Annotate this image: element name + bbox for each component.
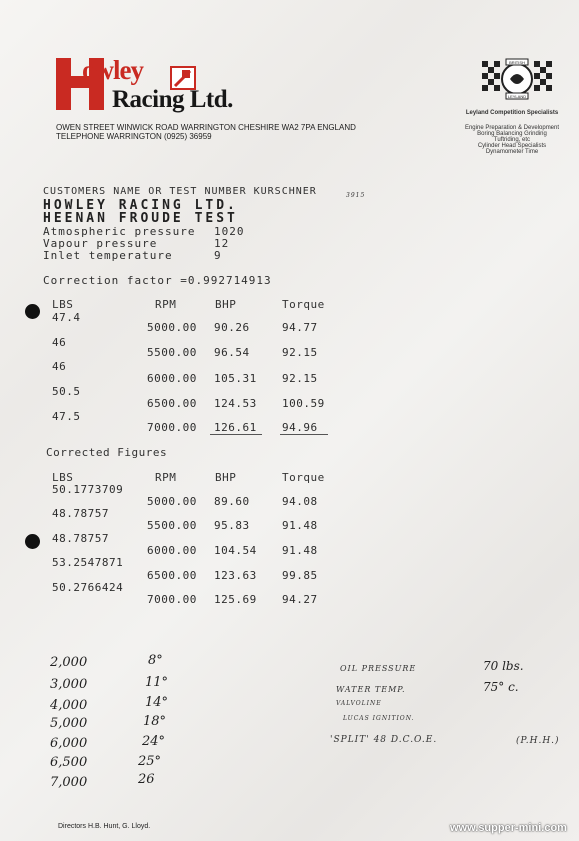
rpm-value: 5000.00 — [147, 321, 197, 334]
rpm-value: 7000.00 — [147, 593, 197, 606]
condition-label: Vapour pressure — [43, 237, 158, 250]
company-address: OWEN STREET WINWICK ROAD WARRINGTON CHESHIRE WA2 7PA ENGLAND — [56, 123, 356, 132]
torque-value: 91.48 — [282, 519, 318, 532]
water-temp-value: 75° c. — [483, 680, 519, 694]
torque-value: 92.15 — [282, 372, 318, 385]
lbs-value: 50.5 — [52, 385, 81, 398]
torque-value: 94.77 — [282, 321, 318, 334]
timing-degrees: 26 — [138, 772, 155, 787]
underline-rule — [210, 434, 262, 435]
col-header-rpm: RPM — [155, 471, 177, 484]
torque-value: 100.59 — [282, 397, 325, 410]
phh-note: (P.H.H.) — [516, 736, 560, 746]
timing-degrees: 11° — [145, 675, 169, 690]
valvoline-note: VALVOLINE — [336, 700, 382, 707]
water-temp-label: WATER TEMP. — [336, 685, 406, 694]
lbs-value: 46 — [52, 336, 67, 349]
rpm-value: 5500.00 — [147, 519, 197, 532]
bhp-value: 124.53 — [214, 397, 257, 410]
carburettor-note: 'SPLIT' 48 D.C.O.E. — [330, 735, 438, 745]
underline-rule — [280, 434, 328, 435]
lucas-ignition-note: LUCAS IGNITION. — [343, 715, 415, 722]
timing-rpm: 3,000 — [50, 677, 88, 692]
bhp-value: 104.54 — [214, 544, 257, 557]
col-header-rpm: RPM — [155, 298, 177, 311]
badge-top-text: BRITISH — [509, 60, 525, 65]
col-header-torque: Torque — [282, 471, 325, 484]
timing-degrees: 18° — [143, 714, 167, 729]
directors-line: Directors H.B. Hunt, G. Lloyd. — [58, 823, 151, 830]
torque-value: 92.15 — [282, 346, 318, 359]
punch-hole — [25, 304, 40, 319]
customer-note: 3915 — [346, 192, 366, 199]
oil-pressure-value: 70 lbs. — [483, 659, 524, 673]
lbs-value: 48.78757 — [52, 507, 109, 520]
lbs-value: 53.2547871 — [52, 556, 124, 569]
timing-rpm: 4,000 — [50, 698, 88, 713]
rpm-value: 7000.00 — [147, 421, 197, 434]
rpm-value: 5000.00 — [147, 495, 197, 508]
col-header-lbs: LBS — [52, 471, 74, 484]
bhp-value: 96.54 — [214, 346, 250, 359]
service-line: Tuftriding, etc — [493, 137, 531, 143]
timing-degrees: 8° — [148, 653, 163, 668]
company-name-racing: Racing Ltd. — [112, 86, 233, 113]
rpm-value: 6000.00 — [147, 372, 197, 385]
condition-label: Inlet temperature — [43, 249, 173, 262]
timing-rpm: 7,000 — [50, 775, 88, 790]
company-telephone: TELEPHONE WARRINGTON (0925) 36959 — [56, 132, 212, 141]
col-header-torque: Torque — [282, 298, 325, 311]
test-title-2: HEENAN FROUDE TEST — [43, 211, 238, 226]
bhp-value: 125.69 — [214, 593, 257, 606]
bhp-value: 95.83 — [214, 519, 250, 532]
timing-degrees: 24° — [142, 734, 166, 749]
correction-factor: Correction factor =0.992714913 — [43, 274, 272, 287]
condition-value: 12 — [214, 237, 230, 250]
rpm-value: 6500.00 — [147, 569, 197, 582]
lbs-value: 47.4 — [52, 311, 81, 324]
service-line: Boring Balancing Grinding — [477, 131, 547, 137]
punch-hole — [25, 534, 40, 549]
bhp-value: 90.26 — [214, 321, 250, 334]
timing-rpm: 2,000 — [50, 655, 88, 670]
customer-label: CUSTOMERS NAME OR TEST NUMBER KURSCHNER — [43, 186, 317, 197]
lbs-value: 46 — [52, 360, 67, 373]
col-header-bhp: BHP — [215, 298, 237, 311]
col-header-lbs: LBS — [52, 298, 74, 311]
bhp-value: 105.31 — [214, 372, 257, 385]
rpm-value: 5500.00 — [147, 346, 197, 359]
service-line: Engine Preparation & Development — [464, 125, 560, 131]
service-line: Dynamometer Time — [485, 149, 539, 155]
test-title-1: HOWLEY RACING LTD. — [43, 198, 238, 213]
rpm-value: 6000.00 — [147, 544, 197, 557]
timing-degrees: 25° — [138, 754, 162, 769]
condition-value: 9 — [214, 249, 222, 262]
specialists-title: Leyland Competition Specialists — [465, 110, 559, 116]
timing-rpm: 5,000 — [50, 716, 88, 731]
lbs-value: 50.1773709 — [52, 483, 124, 496]
oil-pressure-label: OIL PRESSURE — [340, 664, 417, 673]
british-leyland-badge-icon — [480, 55, 554, 103]
col-header-bhp: BHP — [215, 471, 237, 484]
condition-value: 1020 — [214, 225, 245, 238]
torque-value: 94.27 — [282, 593, 318, 606]
service-line: Cylinder Head Specialists — [477, 143, 547, 149]
timing-rpm: 6,500 — [50, 755, 88, 770]
torque-value: 99.85 — [282, 569, 318, 582]
condition-label: Atmospheric pressure — [43, 225, 196, 238]
corrected-figures-title: Corrected Figures — [46, 446, 168, 459]
timing-degrees: 14° — [145, 695, 169, 710]
bhp-value: 123.63 — [214, 569, 257, 582]
watermark: www.supper-mini.com — [450, 822, 567, 834]
badge-bottom-text: LEYLAND — [507, 94, 527, 99]
torque-value: 94.08 — [282, 495, 318, 508]
lbs-value: 48.78757 — [52, 532, 109, 545]
bhp-value: 126.61 — [214, 421, 257, 434]
lbs-value: 47.5 — [52, 410, 81, 423]
bhp-value: 89.60 — [214, 495, 250, 508]
timing-rpm: 6,000 — [50, 736, 88, 751]
rpm-value: 6500.00 — [147, 397, 197, 410]
torque-value: 94.96 — [282, 421, 318, 434]
torque-value: 91.48 — [282, 544, 318, 557]
company-name-owley: owley — [82, 55, 143, 85]
lbs-value: 50.2766424 — [52, 581, 124, 594]
